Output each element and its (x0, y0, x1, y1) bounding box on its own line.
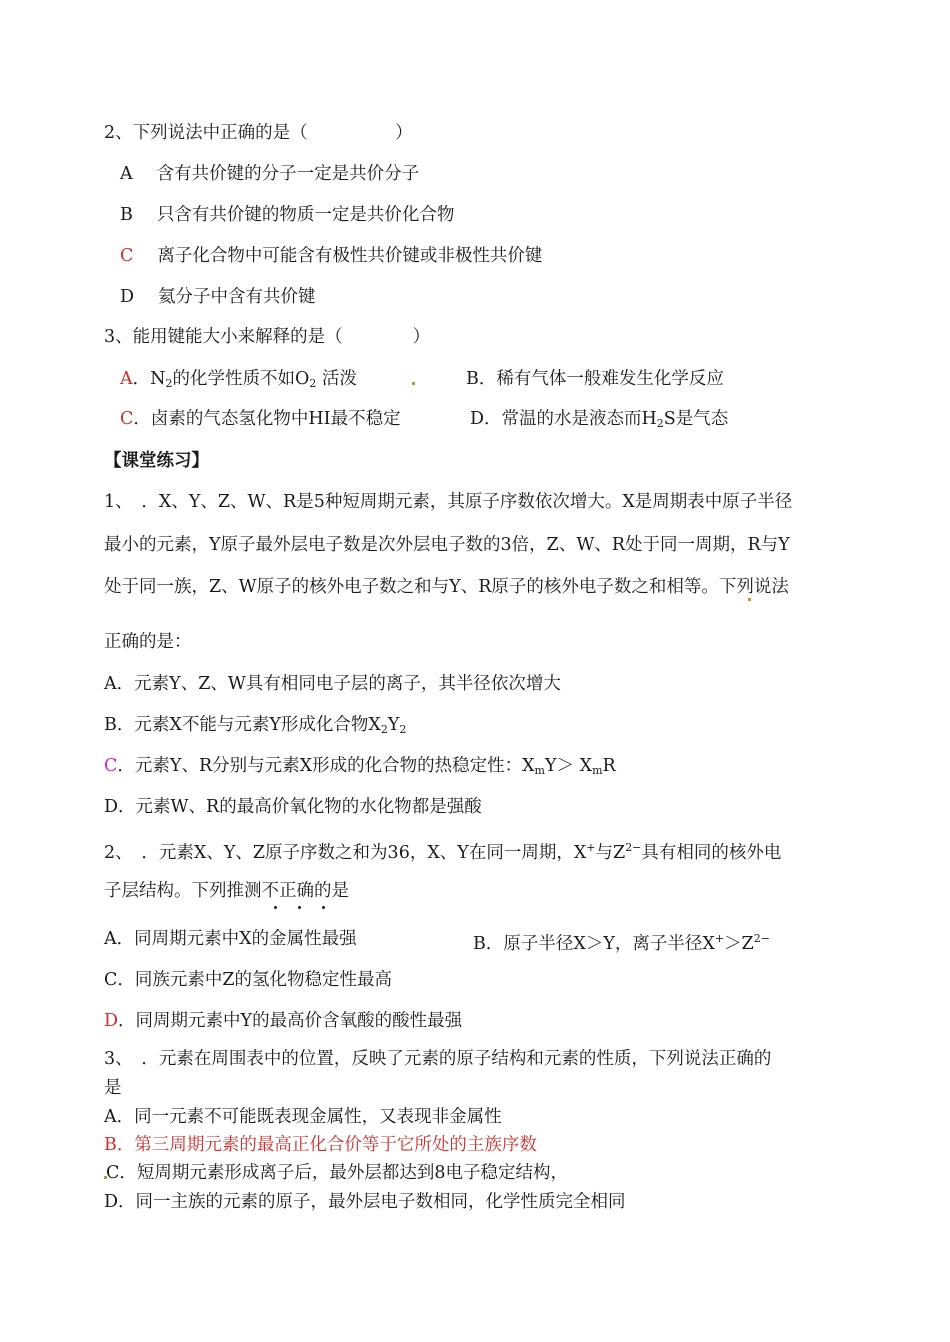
option-text: 离子化合物中可能含有极性共价键或非极性共价键 (157, 246, 543, 266)
p3-option-c: C．短周期元素形成离子后，最外层都达到8电子稳定结构， (106, 1163, 569, 1183)
option-text: 氦分子中含有共价键 (158, 287, 316, 307)
answer-letter: C (104, 756, 118, 776)
q3-option-b: B．稀有气体一般难发生化学反应 (466, 369, 724, 389)
p2-option-b: B．原子半径X＞Y，离子半径$X^+>Z^{2-}$ (473, 932, 770, 954)
p1-stem-line: 处于同一族，Z、W原子的核外电子数之和与Y、R原子的核外电子数之和相等。下列说法 (104, 577, 789, 597)
section-heading: 【课堂练习】 (104, 451, 209, 471)
answer-letter: C (120, 246, 134, 266)
option-text: 含有共价键的分子一定是共价分子 (156, 164, 420, 184)
q3-option-a: A．$N_2$的化学性质不如$O_2$ 活泼 (120, 369, 357, 390)
p2-option-c: C．同族元素中Z的氢化物稳定性最高 (104, 970, 393, 990)
option-letter: B (120, 205, 133, 225)
p1-stem-line: 1、 ．X、Y、Z、W、R是5种短周期元素，其原子序数依次增大。X是周期表中原子半径 (104, 492, 793, 512)
q3-stem: 3、能用键能大小来解释的是（ ） (104, 327, 431, 347)
p1-option-a: A．元素Y、Z、W具有相同电子层的离子，其半径依次增大 (104, 674, 561, 694)
q3-option-d: D．常温的水是液态而$H_2S$是气态 (470, 409, 729, 430)
answer-letter: C (120, 409, 134, 429)
p1-option-b: B．元素X不能与元素Y形成化合物$X_2Y_2$ (104, 715, 407, 736)
p3-option-b-answer: B．第三周期元素的最高正化合价等于它所处的主族序数 (104, 1135, 537, 1155)
emphasis-dot (322, 906, 325, 909)
q2-option-a (120, 162, 419, 186)
answer-letter: A (120, 369, 133, 389)
q2-option-c (120, 244, 542, 268)
answer-letter: D (104, 1011, 119, 1031)
p2-stem-line: 子层结构。下列推测不正确的是 (104, 881, 349, 901)
emphasis-dot (274, 906, 277, 909)
option-letter: A (120, 164, 133, 184)
stray-mark (748, 598, 751, 601)
q2-stem: 2、下列说法中正确的是（ ） (104, 123, 413, 143)
p1-option-c: C．元素Y、R分别与元素X形成的化合物的热稳定性：$X_mY> X_mR$ (104, 756, 616, 777)
p1-option-d: D．元素W、R的最高价氧化物的水化物都是强酸 (104, 797, 482, 817)
p2-stem-line: 2、 ．元素X、Y、Z原子序数之和为36，X、Y在同一周期，X+与$Z^{2-}$具有相同的核外电 (104, 841, 782, 863)
option-text: 只含有共价键的物质一定是共价化合物 (156, 205, 455, 225)
option-letter: D (120, 287, 135, 307)
p3-option-d: D．同一主族的元素的原子，最外层电子数相同，化学性质完全相同 (104, 1192, 626, 1212)
q2-option-b (120, 203, 454, 227)
p3-option-a: A．同一元素不可能既表现金属性，又表现非金属性 (104, 1107, 502, 1127)
q2-option-d (120, 285, 316, 309)
p1-stem-line: 最小的元素，Y原子最外层电子数是次外层电子数的3倍，Z、W、R处于同一周期，R与Y (104, 535, 790, 555)
emphasis-dot (298, 906, 301, 909)
p3-stem-line: 是 (104, 1078, 122, 1098)
q3-option-c: C．卤素的气态氢化物中HI最不稳定 (120, 409, 401, 429)
p2-option-d: D．同周期元素中Y的最高价含氧酸的酸性最强 (104, 1011, 463, 1031)
p3-stem-line: 3、 ．元素在周围表中的位置，反映了元素的原子结构和元素的性质，下列说法正确的 (104, 1049, 772, 1069)
stray-mark (412, 382, 415, 385)
p1-stem-line: 正确的是： (104, 632, 192, 652)
p2-option-a: A．同周期元素中X的金属性最强 (104, 929, 357, 949)
